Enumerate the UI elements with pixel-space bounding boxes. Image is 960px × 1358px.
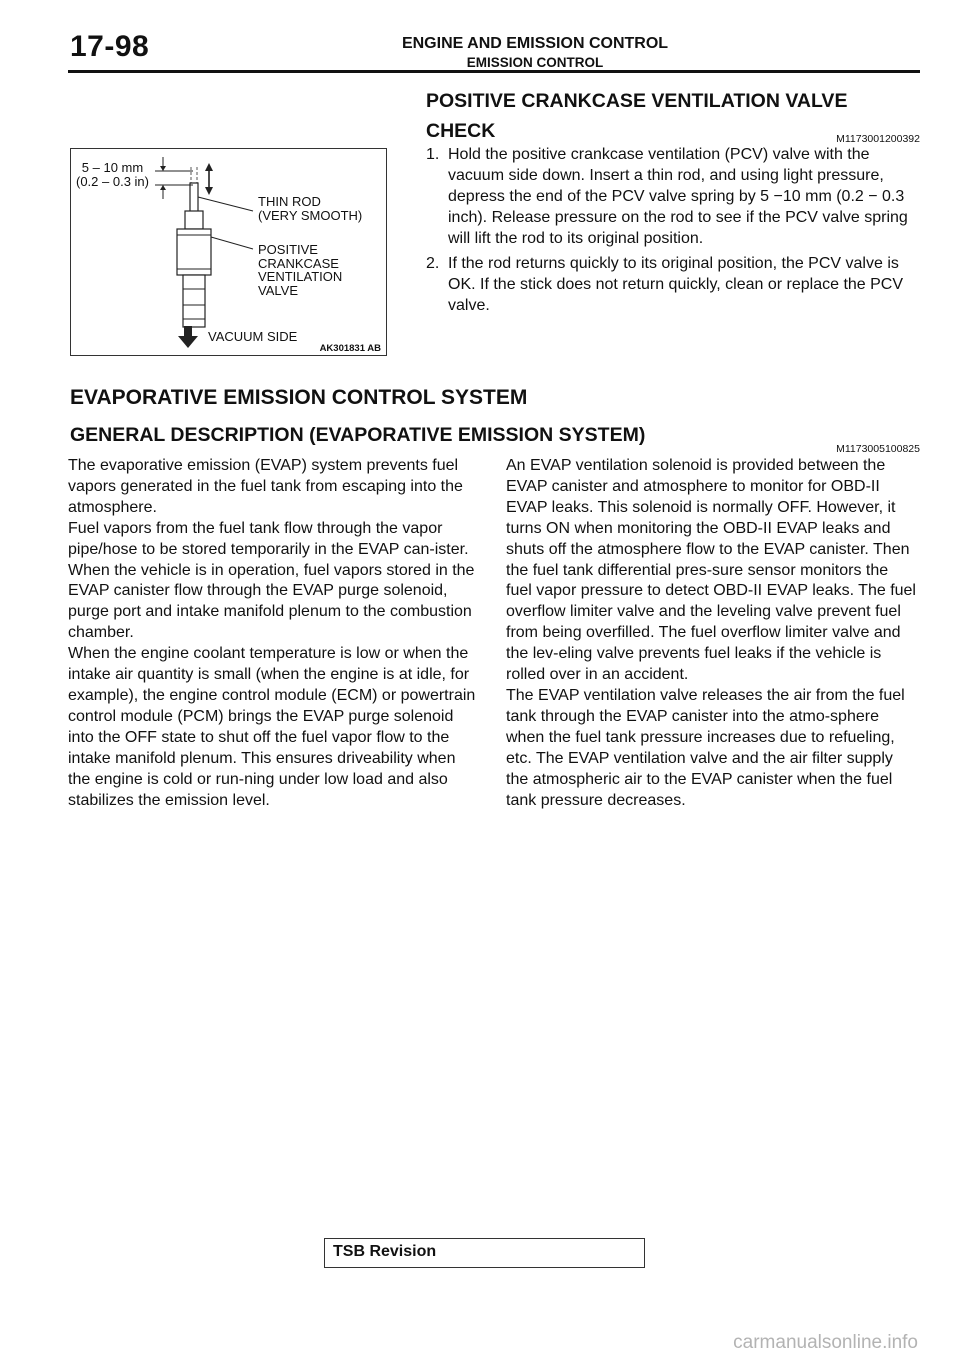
evap-right-column bbox=[506, 456, 918, 811]
valve-neck bbox=[185, 211, 203, 229]
figure-id: AK301831 AB bbox=[319, 343, 381, 354]
paragraph: Fuel vapors from the fuel tank flow through the vapor pipe/hose to be stored temporarily in the EVAP can-ister. bbox=[68, 519, 469, 558]
evap-section-title: EVAPORATIVE EMISSION CONTROL SYSTEM bbox=[70, 386, 528, 409]
page-number: 17-98 bbox=[70, 30, 150, 63]
dimension-mm: 5 – 10 mm bbox=[81, 160, 144, 175]
paragraph: When the vehicle is in operation, fuel vapors stored in the EVAP canister flow through the EVAP purge solenoid, purge port and intake manifold plenum to the combustion chamber. bbox=[68, 561, 475, 642]
valve-body bbox=[177, 229, 211, 275]
header-subtitle: EMISSION CONTROL bbox=[466, 55, 604, 70]
vacuum-arrow-head bbox=[178, 336, 198, 348]
dimension-label bbox=[76, 161, 149, 188]
step-text: Hold the positive crankcase ventilation (PCV) valve with the vacuum side down. Insert a thin rod, and using light pressure, depress the end of the PCV valve spring by 5 −10 mm (0.2 − 0.3 inch). Release pressure on the rod to see if the PCV valve spring will lift the rod to its original position. bbox=[448, 146, 908, 247]
pcv-steps bbox=[426, 144, 920, 320]
vacuum-arrow-shaft bbox=[184, 326, 192, 337]
pcv-valve-label bbox=[258, 243, 342, 297]
pcv-step-2 bbox=[426, 253, 920, 316]
step-number: 1. bbox=[426, 146, 440, 163]
dimension-in: (0.2 – 0.3 in) bbox=[76, 173, 149, 189]
pcv-ref-code: M1173001200392 bbox=[836, 133, 920, 145]
step-text: If the rod returns quickly to its original position, the PCV valve is OK. If the stick does not return quickly, clean or replace the PCV valve. bbox=[448, 255, 904, 314]
paragraph: The EVAP ventilation valve releases the air from the fuel tank through the EVAP canister into the atmo-sphere when the fuel tank pressure increases due to refueling, etc. The EVAP ventilation valve and the air filter supply the atmospheric air to the EVAP canister when the fuel tank pressure decreases. bbox=[506, 686, 905, 809]
paragraph: The evaporative emission (EVAP) system prevents fuel vapors generated in the fuel tank from escaping into the atmosphere. bbox=[68, 457, 463, 516]
vacuum-side-label: VACUUM SIDE bbox=[208, 329, 298, 344]
paragraph: When the engine coolant temperature is low or when the intake air quantity is small (when the engine is at idle, for example), the engine control module (ECM) or powertrain control module (PCM) brings the EVAP purge solenoid into the OFF state to shut off the fuel vapor flow to the intake manifold plenum. This ensures driveability when the engine is cold or run-ning under low load and also stabilizes the emission level. bbox=[68, 645, 476, 809]
thin-rod-label bbox=[258, 195, 362, 222]
paragraph: An EVAP ventilation solenoid is provided between the EVAP canister and atmosphere to monitor for OBD-II EVAP leaks. This solenoid is normally OFF. However, it turns ON when monitoring the OBD-II EVAP leaks and shuts off the atmosphere flow to the EVAP canister. Then the fuel tank differential pres-sure sensor monitors the fuel vapor pressure to detect OBD-II EVAP leaks. The fuel overflow limiter valve and the leveling valve prevent fuel from being overfilled. The fuel overflow limiter valve and the lev-eling valve prevents fuel leaks if the vehicle is rolled over in an accident. bbox=[506, 457, 916, 684]
label-line: VALVE bbox=[258, 282, 298, 298]
label-line: (VERY SMOOTH) bbox=[258, 207, 363, 223]
header-title: ENGINE AND EMISSION CONTROL bbox=[401, 35, 669, 52]
pcv-step-1 bbox=[426, 144, 920, 249]
watermark[interactable]: carmanualsonline.info bbox=[733, 1332, 918, 1353]
label-line: CRANKCASE bbox=[258, 255, 339, 271]
evap-subsection-title: GENERAL DESCRIPTION (EVAPORATIVE EMISSION SYSTEM) bbox=[70, 424, 646, 446]
pcv-section-title: POSITIVE CRANKCASE VENTILATION VALVE CHECK bbox=[426, 90, 848, 142]
label-line: VENTILATION bbox=[258, 269, 343, 284]
header-divider bbox=[68, 70, 920, 73]
evap-left-column bbox=[68, 456, 480, 811]
pcv-valve-figure bbox=[70, 148, 387, 356]
label-line: THIN ROD bbox=[258, 194, 321, 209]
step-number: 2. bbox=[426, 255, 440, 272]
leader-line-valve bbox=[211, 237, 253, 249]
label-line: POSITIVE bbox=[258, 242, 318, 257]
evap-ref-code: M1173005100825 bbox=[836, 443, 920, 455]
tsb-revision-label: TSB Revision bbox=[333, 1243, 437, 1260]
tsb-revision-box bbox=[324, 1238, 645, 1268]
leader-line-rod bbox=[198, 197, 253, 211]
